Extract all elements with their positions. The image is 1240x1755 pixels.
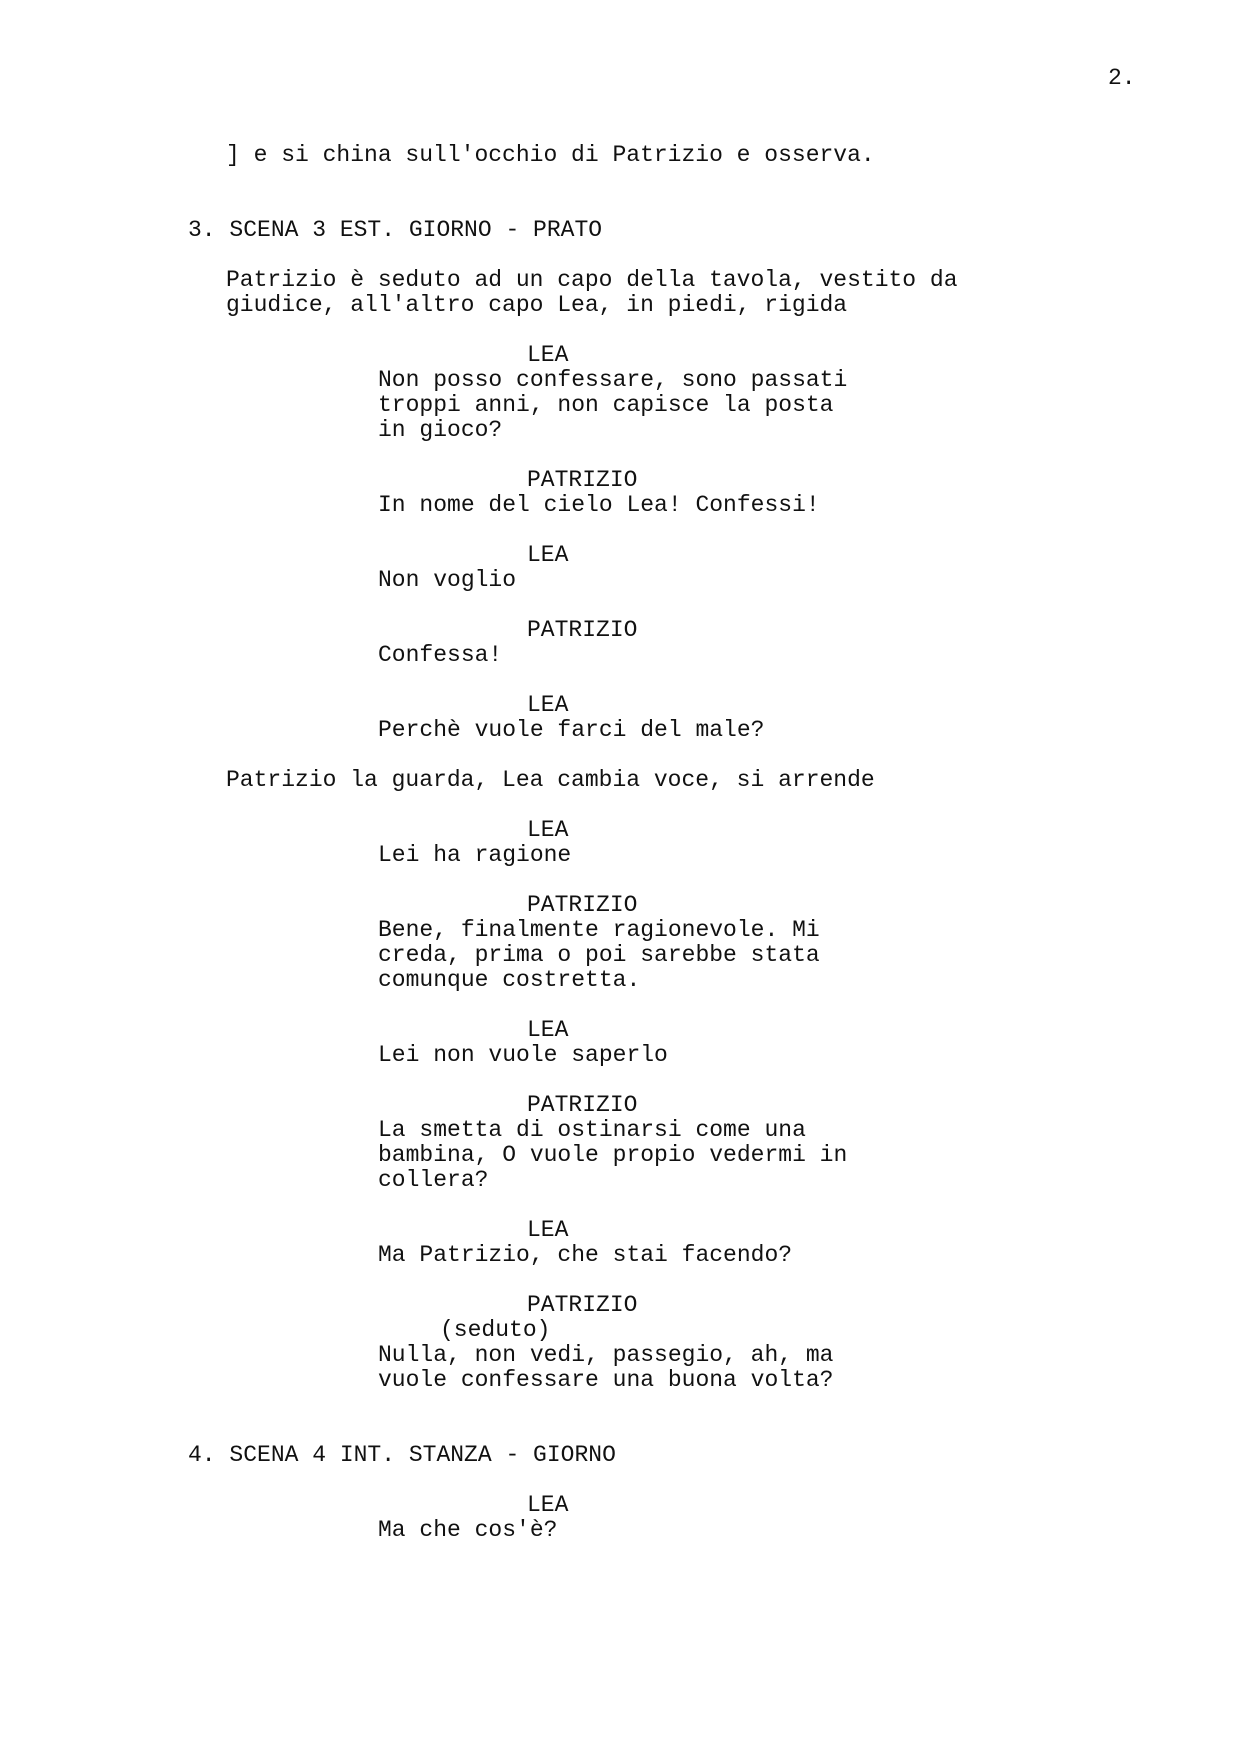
dialogue-text (378, 1243, 792, 1268)
character-name: PATRIZIO (527, 892, 638, 918)
action-line: ] e si china sull'occhio di Patrizio e osserva. (226, 142, 875, 168)
character-name: LEA (527, 1217, 569, 1243)
character-name: PATRIZIO (527, 617, 638, 643)
page-number: 2. (1108, 65, 1136, 91)
dialogue-text (378, 718, 764, 743)
dialogue-text (378, 1518, 557, 1543)
dialogue-line: Confessa! (378, 642, 503, 668)
dialogue-text (378, 493, 820, 518)
dialogue-line: Bene, finalmente ragionevole. Mi (378, 917, 820, 943)
dialogue-text (378, 643, 502, 668)
dialogue-line: Nulla, non vedi, passegio, ah, ma (378, 1342, 834, 1368)
dialogue-line: Perchè vuole farci del male? (378, 717, 765, 743)
dialogue-text (378, 568, 516, 593)
dialogue-line: Ma Patrizio, che stai facendo? (378, 1242, 793, 1268)
dialogue-line: Lei ha ragione (378, 842, 572, 868)
character-name: LEA (527, 817, 569, 843)
dialogue-text (378, 1043, 668, 1068)
dialogue-text (378, 918, 820, 993)
action-line: Patrizio è seduto ad un capo della tavola, vestito da (226, 267, 958, 293)
dialogue-line: bambina, O vuole propio vedermi in (378, 1142, 848, 1168)
dialogue-line: In nome del cielo Lea! Confessi! (378, 492, 820, 518)
dialogue-line: Ma che cos'è? (378, 1517, 558, 1543)
dialogue-line: vuole confessare una buona volta? (378, 1367, 834, 1393)
parenthetical: (seduto) (440, 1317, 551, 1343)
dialogue-line: Non voglio (378, 567, 517, 593)
character-name: LEA (527, 1492, 569, 1518)
dialogue-line: La smetta di ostinarsi come una (378, 1117, 806, 1143)
character-name: LEA (527, 1017, 569, 1043)
dialogue-line: comunque costretta. (378, 967, 641, 993)
character-name: PATRIZIO (527, 1092, 638, 1118)
scene-heading-4: 4. SCENA 4 INT. STANZA - GIORNO (188, 1442, 616, 1468)
character-name: LEA (527, 692, 569, 718)
scene-heading-3: 3. SCENA 3 EST. GIORNO - PRATO (188, 217, 603, 243)
dialogue-line: creda, prima o poi sarebbe stata (378, 942, 820, 968)
dialogue-text (378, 1118, 847, 1193)
character-name: LEA (527, 542, 569, 568)
dialogue-line: Non posso confessare, sono passati (378, 367, 848, 393)
action-line: giudice, all'altro capo Lea, in piedi, rigida (226, 292, 848, 318)
action-line: Patrizio la guarda, Lea cambia voce, si arrende (226, 767, 875, 793)
action-paragraph (226, 268, 958, 318)
dialogue-line: Lei non vuole saperlo (378, 1042, 668, 1068)
dialogue-line: in gioco? (378, 417, 503, 443)
dialogue-text (378, 843, 571, 868)
dialogue-line: troppi anni, non capisce la posta (378, 392, 834, 418)
character-name: LEA (527, 342, 569, 368)
character-name: PATRIZIO (527, 467, 638, 493)
dialogue-line: collera? (378, 1167, 489, 1193)
character-name: PATRIZIO (527, 1292, 638, 1318)
dialogue-text (378, 1343, 833, 1393)
dialogue-text (378, 368, 847, 443)
